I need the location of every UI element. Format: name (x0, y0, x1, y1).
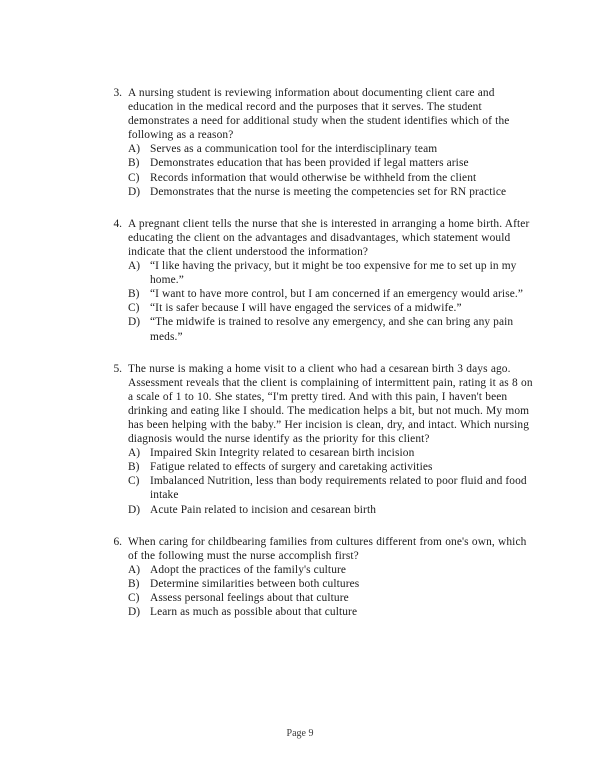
option-letter: D) (128, 606, 141, 619)
question-stem: The nurse is making a home visit to a client who had a cesarean birth 3 days ago. Assessment reveals that the client is complaining of intermittent pain, rating it as 8 on a scale of 1 to 10. She states, “I'm pretty tired. And with this pain, I haven't been drinking and eating like I should. The medication helps a bit, but not much. My mom has been helping with the baby.” Her incision is clean, dry, and intact. Which nursing diagnosis would the nurse identify as the priority for this client? (128, 362, 533, 446)
option-text: “The midwife is trained to resolve any emergency, and she can bring any pain meds.” (150, 316, 514, 343)
option-text: “It is safer because I will have engaged the services of a midwife.” (150, 302, 462, 315)
option-letter: D) (128, 503, 141, 516)
answer-option[interactable] (128, 315, 534, 343)
option-text: “I want to have more control, but I am concerned if an emergency would arise.” (150, 288, 524, 301)
option-text: Acute Pain related to incision and cesarean birth (150, 503, 377, 516)
option-letter: B) (128, 577, 140, 590)
question-number: 6. (113, 535, 122, 548)
question-stem: When caring for childbearing families from cultures different from one's own, which of the following must the nurse accomplish first? (128, 535, 527, 562)
option-letter: C) (128, 592, 140, 604)
question-stem-row (106, 217, 534, 259)
answer-option[interactable] (128, 503, 534, 517)
answer-option[interactable] (128, 142, 534, 156)
answer-options (106, 563, 534, 619)
question-stem-row (106, 535, 534, 563)
question-stem: A pregnant client tells the nurse that she is interested in arranging a home birth. After educating the client on the advantages and disadvantages, which statement would indicate that the client understood the information? (128, 217, 530, 258)
option-text: “I like having the privacy, but it might be too expensive for me to set up in my home.” (150, 260, 517, 287)
answer-option[interactable] (128, 301, 534, 315)
question-number: 3. (113, 87, 122, 99)
option-text: Records information that would otherwise be withheld from the client (150, 171, 477, 184)
question-stem-row (106, 362, 534, 447)
question-item (106, 535, 534, 620)
option-text: Assess personal feelings about that culture (150, 592, 349, 604)
option-letter: D) (128, 185, 141, 198)
option-text: Demonstrates that the nurse is meeting the competencies set for RN practice (150, 185, 507, 198)
question-list (106, 86, 534, 637)
question-number: 5. (113, 362, 122, 375)
option-letter: A) (128, 447, 141, 460)
answer-option[interactable] (128, 460, 534, 474)
answer-option[interactable] (128, 577, 534, 591)
option-letter: A) (128, 563, 141, 576)
option-letter: C) (128, 475, 140, 488)
option-text: Serves as a communication tool for the interdisciplinary team (150, 143, 438, 156)
question-item (106, 217, 534, 344)
answer-option[interactable] (128, 563, 534, 577)
option-letter: D) (128, 316, 141, 329)
answer-option[interactable] (128, 185, 534, 199)
answer-option[interactable] (128, 605, 534, 619)
answer-option[interactable] (128, 446, 534, 460)
answer-options (106, 142, 534, 198)
option-text: Adopt the practices of the family's culture (150, 563, 347, 576)
option-text: Demonstrates education that has been provided if legal matters arise (150, 157, 469, 170)
option-letter: B) (128, 288, 140, 301)
answer-option[interactable] (128, 287, 534, 301)
option-text: Imbalanced Nutrition, less than body requirements related to poor fluid and food intake (150, 475, 527, 502)
option-letter: B) (128, 461, 140, 474)
option-text: Fatigue related to effects of surgery and caretaking activities (150, 461, 433, 474)
answer-option[interactable] (128, 259, 534, 287)
option-letter: A) (128, 143, 141, 156)
answer-option[interactable] (128, 156, 534, 170)
option-letter: B) (128, 157, 140, 170)
question-item (106, 362, 534, 517)
question-number: 4. (113, 217, 122, 230)
page-footer: Page 9 (286, 728, 314, 739)
question-stem: A nursing student is reviewing information about documenting client care and education in the medical record and the purposes that it serves. The student demonstrates a need for additional study when the student identifies which of the following as a reason? (128, 87, 510, 142)
answer-options (106, 446, 534, 516)
question-item (106, 86, 534, 199)
answer-option[interactable] (128, 591, 534, 605)
option-text: Learn as much as possible about that culture (150, 606, 358, 619)
question-stem-row (106, 86, 534, 142)
answer-options (106, 259, 534, 344)
option-text: Determine similarities between both cultures (150, 577, 360, 590)
answer-option[interactable] (128, 474, 534, 502)
option-letter: C) (128, 302, 140, 315)
option-letter: A) (128, 260, 141, 273)
answer-option[interactable] (128, 171, 534, 185)
option-text: Impaired Skin Integrity related to cesarean birth incision (150, 447, 415, 460)
option-letter: C) (128, 171, 140, 184)
